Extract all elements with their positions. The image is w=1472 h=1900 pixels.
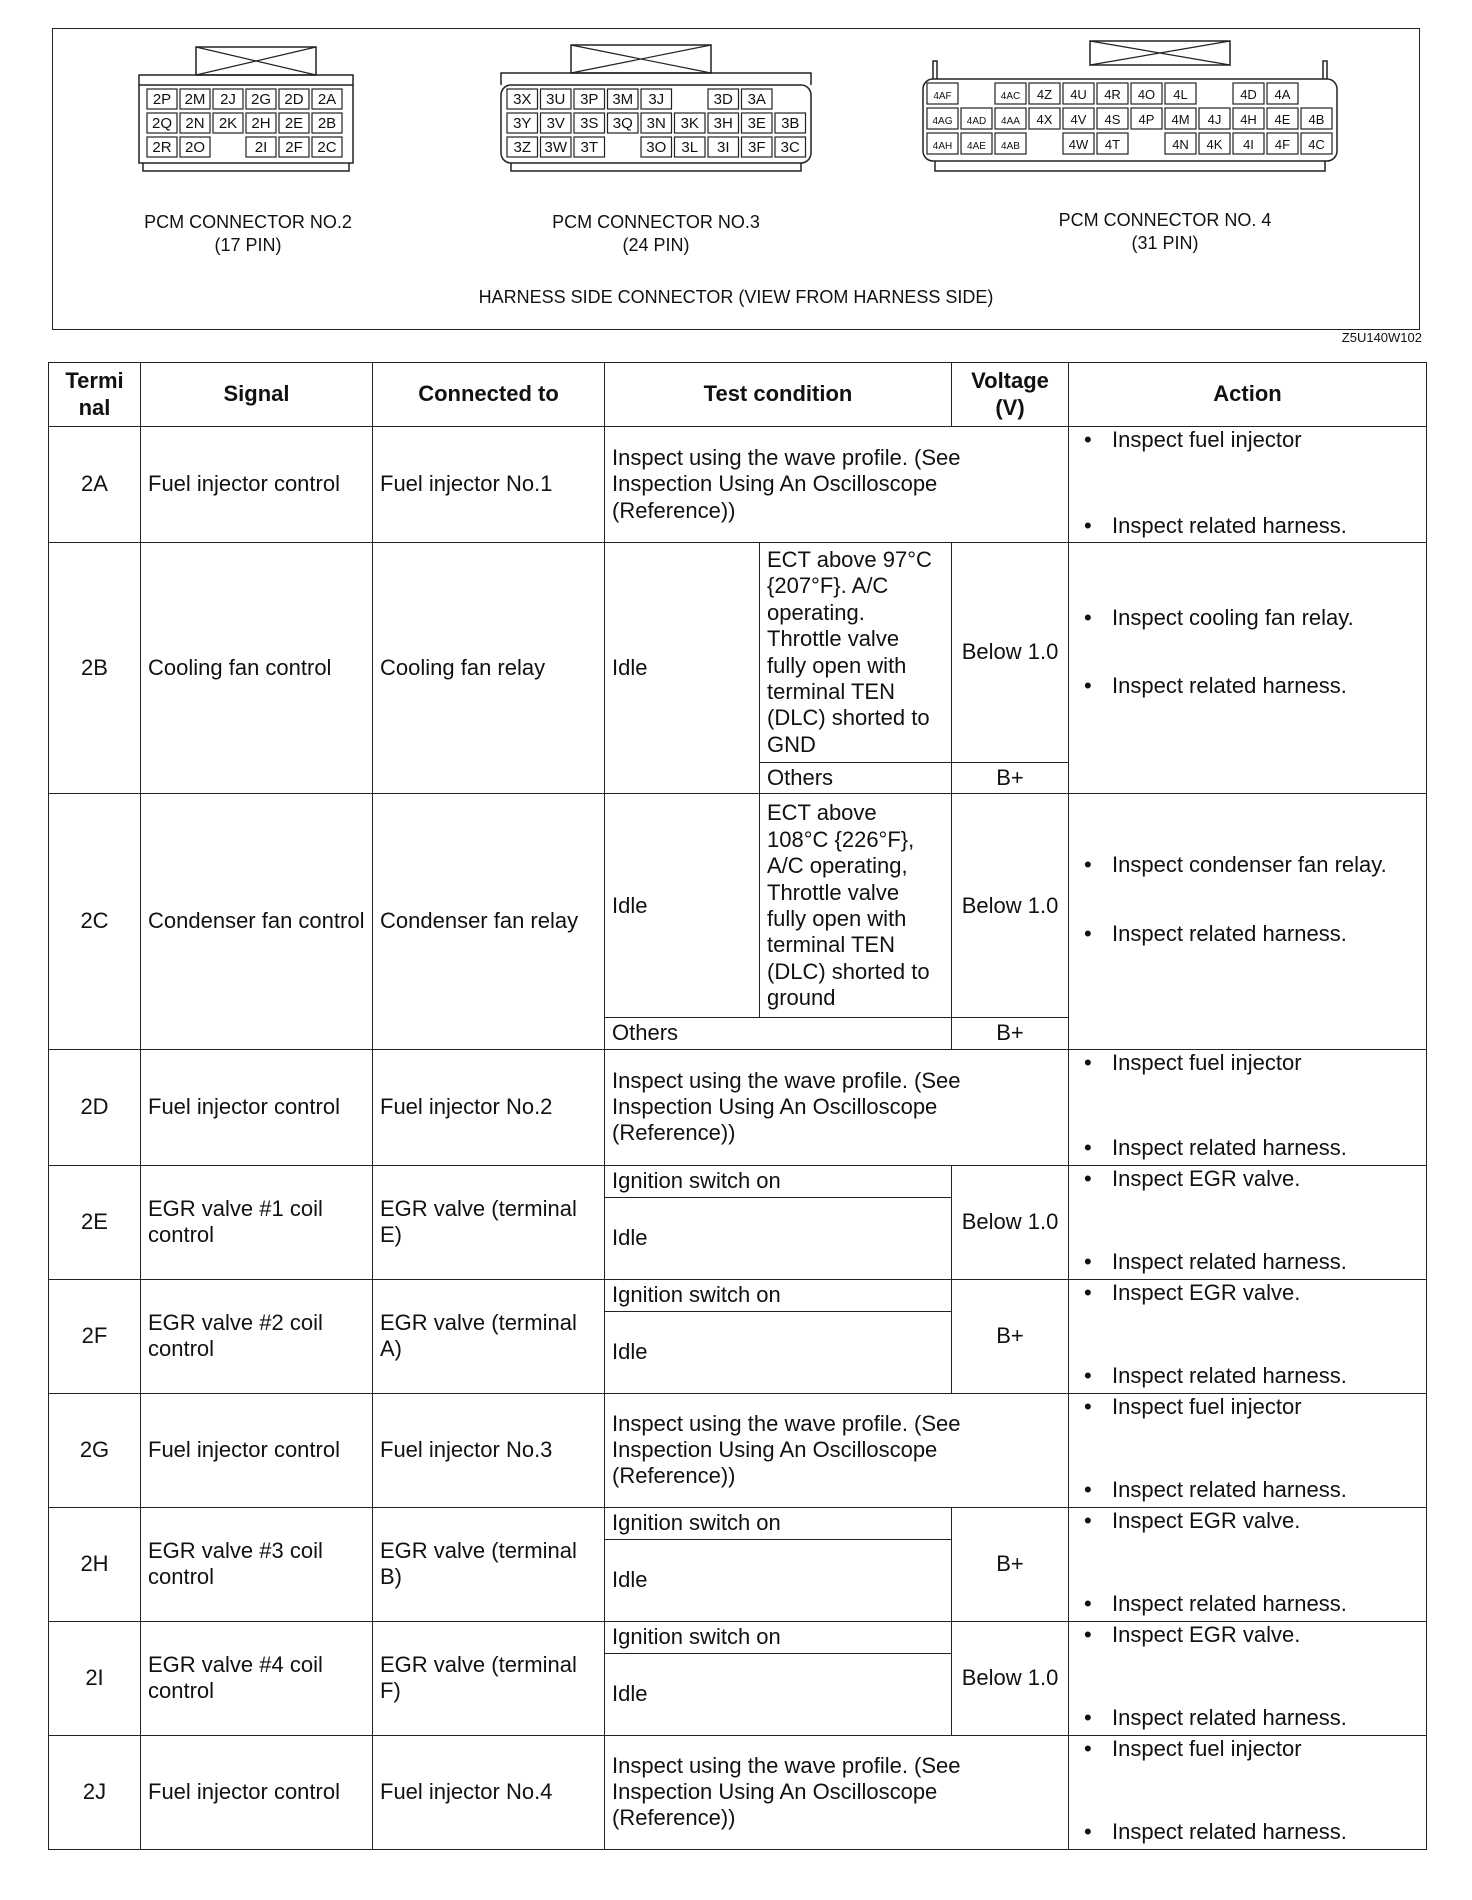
pin-label: 2C: [317, 139, 337, 156]
signal-cell: EGR valve #3 coil control: [141, 1507, 373, 1621]
action-item: • Inspect related harness.: [1076, 1591, 1419, 1617]
action-item: • Inspect related harness.: [1076, 1705, 1419, 1731]
voltage-cell: Below 1.0: [952, 543, 1069, 763]
pin-label: 2O: [184, 139, 206, 156]
pin-label: 2G: [250, 91, 272, 108]
action-cell: [1069, 1507, 1427, 1621]
connected-cell: Condenser fan relay: [373, 794, 605, 1049]
action-item: • Inspect fuel injector: [1076, 1736, 1419, 1762]
pin-label: 2D: [284, 91, 304, 108]
pin-label: 4K: [1206, 137, 1223, 152]
connector-diagram: [52, 28, 1420, 330]
pin-label: 3Q: [612, 115, 633, 132]
test-condition-others: Others: [605, 1018, 952, 1049]
pin-label: 4X: [1036, 112, 1053, 127]
action-cell: [1069, 1165, 1427, 1279]
action-cell: [1069, 543, 1427, 794]
pin-label: 4D: [1240, 87, 1257, 102]
action-item: • Inspect related harness.: [1076, 513, 1419, 539]
test-condition-ignition: Ignition switch on: [605, 1165, 952, 1197]
header-voltage: Voltage (V): [952, 363, 1069, 427]
pin-label: 3S: [580, 115, 599, 132]
pcm-connector-2-drawing: [131, 45, 361, 175]
pin-label: 4I: [1243, 137, 1254, 152]
terminal-cell: 2H: [49, 1507, 141, 1621]
terminal-table: [48, 362, 1427, 1850]
pin-label: 4P: [1138, 112, 1155, 127]
pin-label: 2J: [220, 91, 236, 108]
connected-cell: EGR valve (terminal B): [373, 1507, 605, 1621]
signal-cell: Fuel injector control: [141, 1735, 373, 1849]
pin-label: 4R: [1104, 87, 1121, 102]
action-item: • Inspect related harness.: [1076, 921, 1419, 947]
test-condition-idle: Idle: [605, 1197, 952, 1279]
pin-label: 2F: [285, 139, 303, 156]
pin-label: 4B: [1308, 112, 1325, 127]
pin-label: 4AG: [932, 116, 953, 127]
pin-label: 4O: [1137, 87, 1156, 102]
pin-label: 3E: [747, 115, 766, 132]
pin-label: 3N: [646, 115, 666, 132]
action-item: • Inspect EGR valve.: [1076, 1166, 1419, 1192]
test-condition-idle: Idle: [605, 1653, 952, 1735]
header-test-condition: Test condition: [605, 363, 952, 427]
pin-label: 3B: [781, 115, 800, 132]
pin-label: 2I: [254, 139, 268, 156]
terminal-cell: 2E: [49, 1165, 141, 1279]
test-idle-cell: Idle: [605, 543, 760, 794]
terminal-cell: 2G: [49, 1393, 141, 1507]
connector-pin-count: (31 PIN): [1131, 233, 1199, 254]
table-row: [49, 543, 1427, 763]
table-row: [49, 1621, 1427, 1653]
header-connected-to: Connected to: [373, 363, 605, 427]
pin-label: 4Z: [1036, 87, 1053, 102]
connector-title: PCM CONNECTOR NO.2: [144, 212, 352, 232]
pin-label: 4AE: [967, 141, 986, 152]
table-row: [49, 1165, 1427, 1197]
connected-cell: Fuel injector No.4: [373, 1735, 605, 1849]
pin-label: 3Y: [513, 115, 532, 132]
pin-label: 2R: [152, 139, 172, 156]
pin-label: 2H: [251, 115, 271, 132]
connected-cell: Fuel injector No.3: [373, 1393, 605, 1507]
signal-cell: Fuel injector control: [141, 427, 373, 543]
pcm-connector-2-title: [103, 211, 393, 258]
header-action: Action: [1069, 363, 1427, 427]
pin-label: 4U: [1070, 87, 1087, 102]
pin-label: 3U: [546, 91, 566, 108]
pin-label: 3O: [646, 139, 667, 156]
pin-label: 4AB: [1001, 141, 1020, 152]
test-condition-ignition: Ignition switch on: [605, 1621, 952, 1653]
pin-label: 2A: [317, 91, 337, 108]
table-row: [49, 1279, 1427, 1311]
table-row: [49, 1393, 1427, 1507]
signal-cell: EGR valve #1 coil control: [141, 1165, 373, 1279]
test-condition-cell: Inspect using the wave profile. (See Inspection Using An Oscilloscope (Reference)): [605, 1049, 1069, 1165]
voltage-cell: Below 1.0: [952, 1165, 1069, 1279]
voltage-cell: B+: [952, 763, 1069, 794]
pin-label: 3D: [713, 91, 733, 108]
pin-label: 3P: [580, 91, 599, 108]
signal-cell: EGR valve #2 coil control: [141, 1279, 373, 1393]
action-item: • Inspect related harness.: [1076, 1477, 1419, 1503]
table-row: [49, 1507, 1427, 1539]
pin-label: 4AC: [1000, 91, 1021, 102]
table-row: [49, 427, 1427, 543]
pin-label: 3V: [546, 115, 565, 132]
test-condition-ignition: Ignition switch on: [605, 1507, 952, 1539]
action-item: • Inspect EGR valve.: [1076, 1622, 1419, 1648]
pin-label: 3T: [580, 139, 599, 156]
pin-label: 2B: [317, 115, 337, 132]
pin-label: 4AD: [966, 116, 987, 127]
table-row: [49, 1735, 1427, 1849]
test-condition-detail: ECT above 97°C {207°F}. A/C operating. Throttle valve fully open with terminal TEN (DLC) shorted to GND: [760, 543, 952, 763]
action-item: • Inspect cooling fan relay.: [1076, 605, 1419, 631]
terminal-cell: 2C: [49, 794, 141, 1049]
action-item: • Inspect fuel injector: [1076, 1394, 1419, 1420]
table-row: [49, 1049, 1427, 1165]
pin-label: 4F: [1274, 137, 1291, 152]
test-condition-others: Others: [760, 763, 952, 794]
pin-label: 4AH: [932, 141, 953, 152]
pin-label: 3H: [713, 115, 733, 132]
terminal-cell: 2A: [49, 427, 141, 543]
test-condition-detail: ECT above 108°C {226°F}, A/C operating, Throttle valve fully open with terminal TEN (DLC) shorted to ground: [760, 794, 952, 1018]
harness-side-note: HARNESS SIDE CONNECTOR (VIEW FROM HARNESS SIDE): [478, 287, 994, 307]
pin-label: 3L: [681, 139, 699, 156]
pin-label: 3K: [680, 115, 699, 132]
terminal-cell: 2J: [49, 1735, 141, 1849]
pin-label: 3Z: [513, 139, 532, 156]
action-cell: [1069, 794, 1427, 1049]
table-row: [49, 794, 1427, 1018]
pin-label: 4N: [1172, 137, 1189, 152]
signal-cell: EGR valve #4 coil control: [141, 1621, 373, 1735]
pin-label: 3F: [747, 139, 766, 156]
table-header-row: [49, 363, 1427, 427]
action-item: • Inspect fuel injector: [1076, 1050, 1419, 1076]
connector-pin-count: (17 PIN): [214, 235, 282, 256]
action-item: • Inspect related harness.: [1076, 1363, 1419, 1389]
connected-cell: EGR valve (terminal F): [373, 1621, 605, 1735]
pcm-connector-4-drawing: [915, 39, 1345, 179]
connected-cell: EGR valve (terminal E): [373, 1165, 605, 1279]
pin-label: 4AA: [1001, 116, 1020, 127]
figure-code: Z5U140W102: [1341, 330, 1422, 345]
terminal-cell: 2F: [49, 1279, 141, 1393]
pin-label: 3X: [513, 91, 532, 108]
action-item: • Inspect EGR valve.: [1076, 1508, 1419, 1534]
action-cell: [1069, 1279, 1427, 1393]
voltage-cell: B+: [952, 1018, 1069, 1049]
test-condition-idle: Idle: [605, 1539, 952, 1621]
signal-cell: Condenser fan control: [141, 794, 373, 1049]
pin-label: 4C: [1308, 137, 1325, 152]
connected-cell: EGR valve (terminal A): [373, 1279, 605, 1393]
pin-label: 2N: [185, 115, 205, 132]
pin-label: 3A: [747, 91, 766, 108]
pin-label: 4AF: [933, 91, 952, 102]
test-condition-cell: Inspect using the wave profile. (See Inspection Using An Oscilloscope (Reference)): [605, 1393, 1069, 1507]
pin-label: 4E: [1274, 112, 1291, 127]
pin-label: 4J: [1207, 112, 1222, 127]
pin-label: 3J: [648, 91, 665, 108]
terminal-cell: 2I: [49, 1621, 141, 1735]
test-condition-cell: Inspect using the wave profile. (See Inspection Using An Oscilloscope (Reference)): [605, 427, 1069, 543]
pin-label: 2Q: [151, 115, 173, 132]
test-condition-cell: Inspect using the wave profile. (See Inspection Using An Oscilloscope (Reference)): [605, 1735, 1069, 1849]
test-idle-cell: Idle: [605, 794, 760, 1018]
voltage-cell: Below 1.0: [952, 1621, 1069, 1735]
action-item: • Inspect fuel injector: [1076, 427, 1419, 453]
pin-label: 2K: [218, 115, 238, 132]
header-terminal: Termi nal: [49, 363, 141, 427]
action-cell: [1069, 1735, 1427, 1849]
pin-label: 3I: [716, 139, 730, 156]
action-item: • Inspect related harness.: [1076, 673, 1419, 699]
pin-label: 4T: [1104, 137, 1121, 152]
voltage-cell: B+: [952, 1279, 1069, 1393]
pin-label: 2M: [184, 91, 206, 108]
connector-pin-count: (24 PIN): [622, 235, 690, 256]
signal-cell: Fuel injector control: [141, 1049, 373, 1165]
action-item: • Inspect related harness.: [1076, 1135, 1419, 1161]
header-signal: Signal: [141, 363, 373, 427]
pin-label: 4H: [1240, 112, 1257, 127]
pcm-connector-3-drawing: [491, 43, 821, 175]
terminal-cell: 2B: [49, 543, 141, 794]
voltage-cell: B+: [952, 1507, 1069, 1621]
pin-label: 4V: [1070, 112, 1087, 127]
pin-label: 2E: [284, 115, 304, 132]
pin-label: 4W: [1068, 137, 1089, 152]
pin-label: 4L: [1173, 87, 1188, 102]
terminal-cell: 2D: [49, 1049, 141, 1165]
pin-label: 3M: [612, 91, 634, 108]
action-cell: [1069, 1621, 1427, 1735]
connected-cell: Fuel injector No.2: [373, 1049, 605, 1165]
action-cell: [1069, 1049, 1427, 1165]
voltage-cell: Below 1.0: [952, 794, 1069, 1018]
action-cell: [1069, 427, 1427, 543]
pcm-connector-4-title: [1015, 209, 1315, 256]
connector-title: PCM CONNECTOR NO. 4: [1058, 210, 1272, 230]
action-item: • Inspect condenser fan relay.: [1076, 852, 1419, 878]
action-item: • Inspect related harness.: [1076, 1819, 1419, 1845]
pin-label: 4S: [1104, 112, 1121, 127]
connected-cell: Cooling fan relay: [373, 543, 605, 794]
pin-label: 3C: [780, 139, 800, 156]
pcm-connector-3-title: [501, 211, 811, 258]
signal-cell: Fuel injector control: [141, 1393, 373, 1507]
connector-title: PCM CONNECTOR NO.3: [552, 212, 760, 232]
action-item: • Inspect related harness.: [1076, 1249, 1419, 1275]
action-cell: [1069, 1393, 1427, 1507]
pin-label: 4M: [1171, 112, 1190, 127]
connected-cell: Fuel injector No.1: [373, 427, 605, 543]
test-condition-ignition: Ignition switch on: [605, 1279, 952, 1311]
test-condition-idle: Idle: [605, 1311, 952, 1393]
action-item: • Inspect EGR valve.: [1076, 1280, 1419, 1306]
pin-label: 2P: [152, 91, 172, 108]
pin-label: 4A: [1274, 87, 1291, 102]
signal-cell: Cooling fan control: [141, 543, 373, 794]
pin-label: 3W: [544, 139, 567, 156]
